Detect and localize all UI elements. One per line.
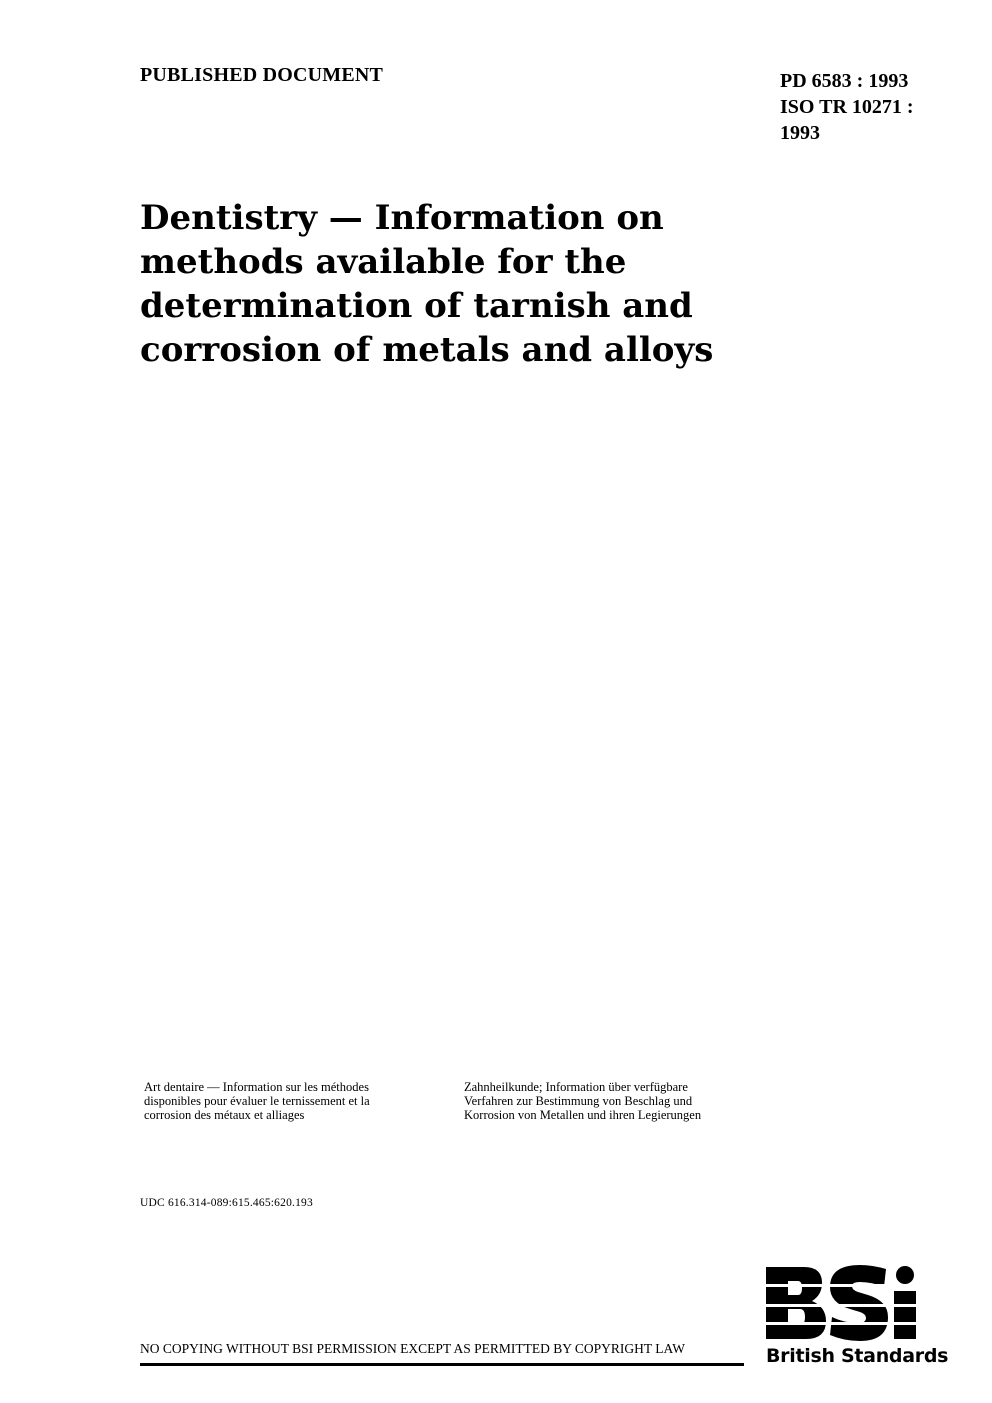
title-line: determination of tarnish and (140, 286, 693, 326)
bsi-logo-icon (764, 1265, 942, 1341)
document-references (780, 68, 960, 146)
iso-reference: ISO TR 10271 : (780, 96, 914, 118)
bsi-logo-text: British Standards (766, 1345, 949, 1367)
french-title (144, 1080, 444, 1122)
udc-classification: UDC 616.314-089:615.465:620.193 (140, 1197, 313, 1209)
published-document-label: PUBLISHED DOCUMENT (140, 64, 384, 86)
german-title-line: Verfahren zur Bestimmung von Beschlag und (464, 1094, 693, 1108)
bsi-logo (764, 1265, 949, 1373)
german-title (464, 1080, 764, 1122)
title-line: corrosion of metals and alloys (140, 330, 714, 370)
french-title-line: corrosion des métaux et alliages (144, 1108, 305, 1122)
german-title-line: Zahnheilkunde; Information über verfügbare (464, 1080, 688, 1094)
french-title-line: disponibles pour évaluer le ternissement et la (144, 1094, 370, 1108)
german-title-line: Korrosion von Metallen und ihren Legierungen (464, 1108, 702, 1122)
french-title-line: Art dentaire — Information sur les méthodes (144, 1080, 369, 1094)
document-title (140, 196, 760, 372)
title-line: Dentistry — Information on (140, 198, 664, 238)
title-line: methods available for the (140, 242, 627, 282)
iso-reference-year: 1993 (780, 122, 820, 144)
pd-reference: PD 6583 : 1993 (780, 70, 909, 92)
copyright-notice: NO COPYING WITHOUT BSI PERMISSION EXCEPT AS PERMITTED BY COPYRIGHT LAW (140, 1341, 744, 1366)
